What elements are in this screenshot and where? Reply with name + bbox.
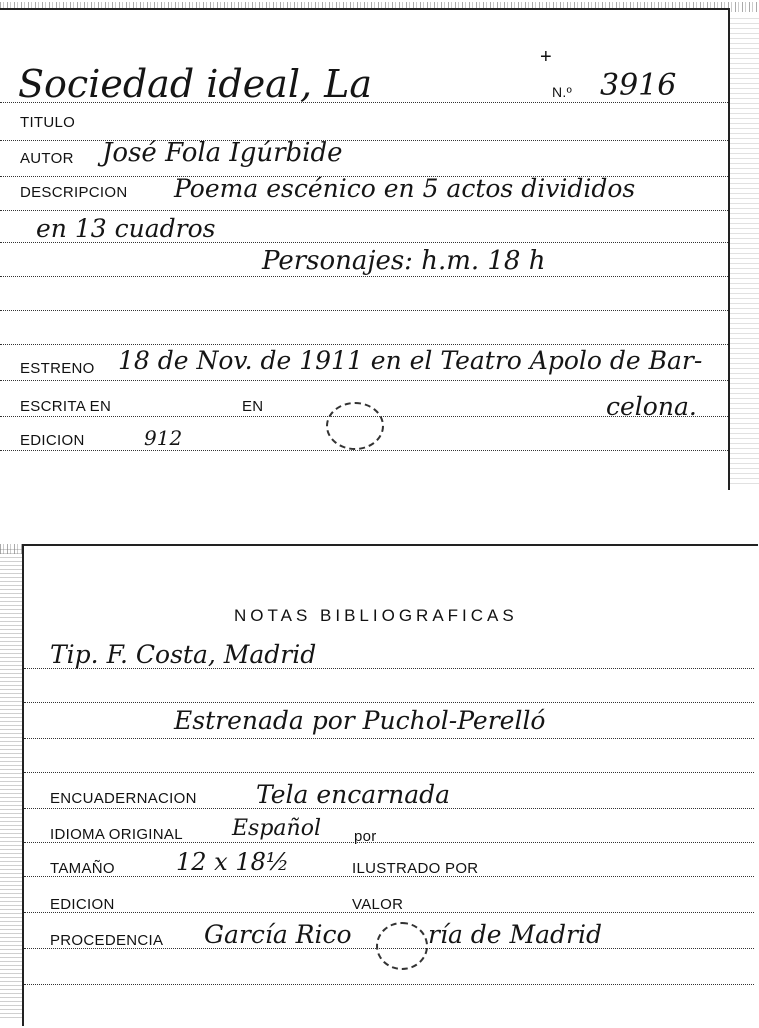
escrita-label: ESCRITA EN (20, 398, 112, 415)
number-label: N.º (552, 84, 573, 100)
estreno-label: ESTRENO (20, 360, 95, 377)
descripcion-handwritten-2: en 13 cuadros (36, 214, 216, 243)
encuadernacion-handwritten: Tela encarnada (256, 780, 451, 809)
escrita-handwritten: celona. (606, 392, 697, 421)
ilustrado-label: ILUSTRADO POR (352, 860, 479, 877)
estreno-handwritten: 18 de Nov. de 1911 en el Teatro Apolo de Bar- (118, 346, 703, 375)
descripcion-handwritten: Poema escénico en 5 actos divididos (174, 174, 636, 203)
edicion-handwritten: 912 (144, 426, 183, 450)
procedencia-handwritten-2: ría de Madrid (428, 920, 602, 949)
ruled-line (0, 380, 728, 381)
ruled-line (0, 276, 728, 277)
title-handwritten: Sociedad ideal, La (18, 62, 373, 106)
cross-mark: + (540, 46, 552, 68)
edicion-label-2: EDICION (50, 896, 115, 913)
por-label: por (354, 828, 377, 845)
ruled-line (24, 702, 754, 703)
personajes-handwritten: Personajes: h.m. 18 h (262, 246, 546, 276)
left-edge-speckle (0, 548, 22, 1018)
valor-label: VALOR (352, 896, 404, 913)
right-edge-speckle (730, 14, 759, 484)
ruled-line (0, 310, 728, 311)
ink-smudge (326, 402, 384, 450)
ruled-line (24, 984, 754, 985)
catalog-card-front (0, 8, 730, 490)
titulo-label: TITULO (20, 114, 76, 131)
notas-heading: NOTAS BIBLIOGRAFICAS (234, 606, 518, 625)
ruled-line (24, 772, 754, 773)
number-handwritten: 3916 (600, 68, 677, 103)
catalog-card-back (22, 544, 758, 1026)
tamano-label: TAMAÑO (50, 860, 115, 877)
procedencia-label: PROCEDENCIA (50, 932, 164, 949)
autor-handwritten: José Fola Igúrbide (102, 138, 343, 168)
ruled-line (0, 344, 728, 345)
idioma-label: IDIOMA ORIGINAL (50, 826, 183, 843)
ruled-line (0, 450, 728, 451)
ruled-line (0, 210, 728, 211)
autor-label: AUTOR (20, 150, 74, 167)
ink-smudge (376, 922, 428, 970)
en-label: EN (242, 398, 264, 415)
notas-handwritten-1: Tip. F. Costa, Madrid (50, 640, 317, 669)
ruled-line (24, 738, 754, 739)
descripcion-label: DESCRIPCION (20, 184, 128, 201)
edicion-label: EDICION (20, 432, 85, 449)
encuadernacion-label: ENCUADERNACION (50, 790, 197, 807)
idioma-handwritten: Español (232, 816, 321, 841)
notas-handwritten-2: Estrenada por Puchol-Perelló (174, 706, 546, 735)
tamano-handwritten: 12 x 18½ (176, 848, 290, 876)
procedencia-handwritten: García Rico (204, 920, 352, 949)
